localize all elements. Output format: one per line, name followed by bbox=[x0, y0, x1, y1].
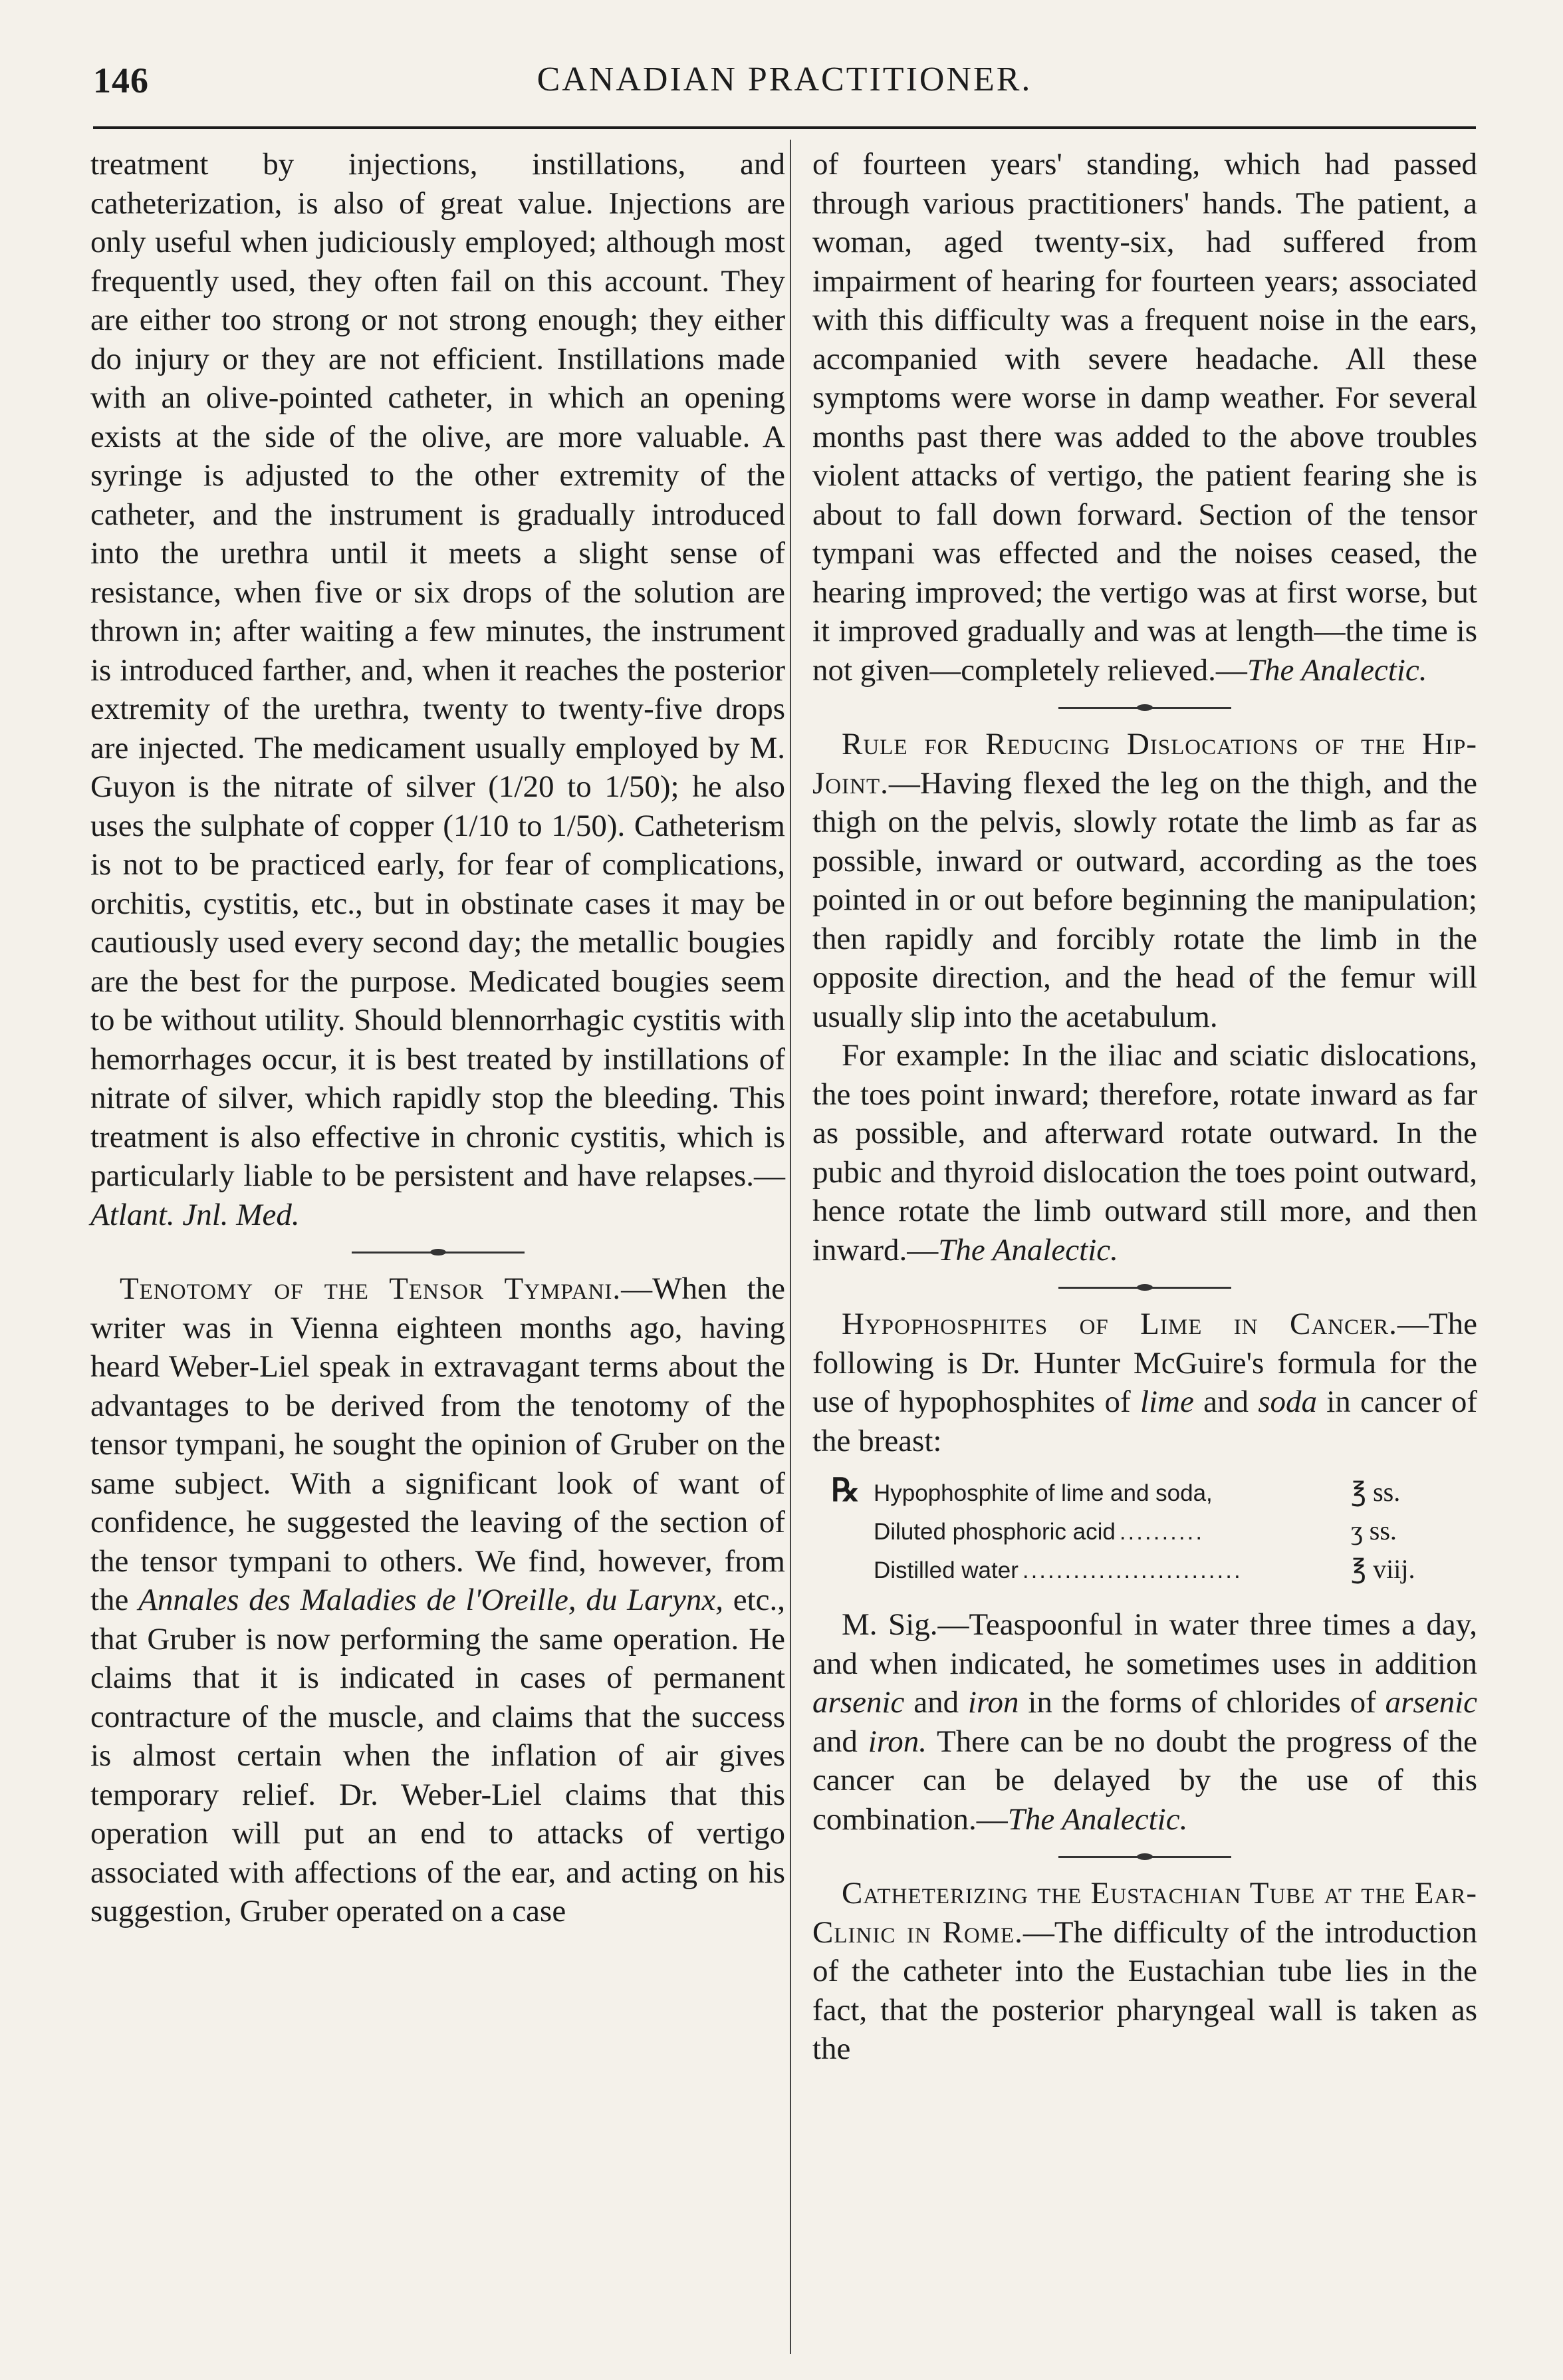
header-rule bbox=[93, 126, 1476, 129]
section-separator bbox=[1058, 1856, 1231, 1858]
section-separator bbox=[1058, 707, 1231, 709]
ingredient-quantity: ℥ ss. bbox=[1351, 1477, 1401, 1507]
journal-title: Annales des Maladies de l'Oreille, du Larynx, bbox=[138, 1583, 723, 1617]
article-hip-dislocation: Rule for Reducing Dislocations of the Hip-Joint.—Having flexed the leg on the thigh, and the thigh on the pelvis, slowly rotate the limb as far as possible, inward or outward, according as the toes pointed in or out before beginning the manipulation; then rapidly and forcibly rotate the limb in the opposite direction, and the head of the femur will usually slip into the acetabulum. bbox=[812, 727, 1477, 1034]
page-header bbox=[93, 60, 1476, 113]
leader-dots: .......... bbox=[1119, 1519, 1205, 1545]
running-head: CANADIAN PRACTITIONER. bbox=[537, 61, 1032, 98]
prescription-signature: M. Sig.—Teaspoonful in water three times a day, and when indicated, he sometimes uses in addition arsenic and iron in the forms of chlorides of arsenic and iron. There can be no doubt the progress of the cancer can be delayed by the use of this combination.—The Analectic. bbox=[812, 1607, 1477, 1837]
leader-dots: .......................... bbox=[1022, 1557, 1243, 1583]
source-citation: The Analectic. bbox=[1247, 652, 1427, 688]
article-heading: Hypophosphites of Lime in Cancer. bbox=[842, 1307, 1397, 1341]
ingredient-name: Diluted phosphoric acid bbox=[874, 1519, 1116, 1545]
article-tenotomy: Tenotomy of the Tensor Tympani.—When the writer was in Vienna eighteen months ago, having heard Weber-Liel speak in extravagant terms about the advantages to be derived from the tenotomy of the tensor tympani, he sought the opinion of Gruber on the same subject. With a significant look of want of confidence, he suggested the leaving of the section of the tensor tympani to others. We find, however, from the Annales des Maladies de l'Oreille, du Larynx, etc., that Gruber is now performing the same operation. He claims that it is indicated in cases of permanent contracture of the muscle, and claims that the success is almost certain when the inflation of air gives temporary relief. Dr. Weber-Liel claims that this operation will put an end to attacks of vertigo associated with affections of the ear, and acting on his suggestion, Gruber operated on a case bbox=[90, 1271, 786, 1928]
prescription-row bbox=[812, 1472, 1477, 1512]
section-separator bbox=[352, 1252, 525, 1254]
article-tenotomy-continued: of fourteen years' standing, which had passed through various practitioners' hands. The patient, a woman, aged twenty-six, had suffered from impairment of hearing for fourteen years; associated with this difficulty was a frequent noise in the ears, accompanied with severe headache. All these symptoms were worse in damp weather. For several months past there was added to the above troubles violent attacks of vertigo, the patient fearing she is about to fall down forward. Section of the tensor tympani was effected and the noises ceased, the hearing improved; the vertigo was at first worse, but it improved gradually and was at length—the time is not given—completely relieved.—The Analectic. bbox=[812, 147, 1477, 688]
source-citation: The Analectic. bbox=[1007, 1801, 1188, 1837]
right-column bbox=[812, 145, 1477, 2069]
prescription-row bbox=[812, 1512, 1477, 1551]
left-column bbox=[90, 145, 785, 1931]
column-divider bbox=[790, 140, 791, 2354]
article-eustachian: Catheterizing the Eustachian Tube at the Ear-Clinic in Rome.—The difficulty of the introduction of the catheter into the Eustachian tube lies in the fact, that the posterior pharyngeal wall is taken as the bbox=[812, 1876, 1477, 2066]
ingredient-name: Distilled water bbox=[874, 1557, 1019, 1583]
prescription-formula bbox=[812, 1472, 1477, 1589]
ingredient-name: Hypophosphite of lime and soda, bbox=[874, 1480, 1213, 1506]
prescription-row bbox=[812, 1551, 1477, 1589]
article-heading: Rule for Reducing Dislocations of the Hip-Joint. bbox=[812, 727, 1477, 801]
source-citation: Atlant. Jnl. Med. bbox=[90, 1197, 300, 1232]
article-urethral-treatment: treatment by injections, instillations, and catheterization, is also of great value. Injections are only useful when judiciously employed; although most frequently used, they often fail on this account. They are either too strong or not strong enough; they either do injury or they are not efficient. Instillations made with an olive-pointed catheter, in which an opening exists at the side of the olive, are more valuable. A syringe is adjusted to the other extremity of the catheter, and the instrument is gradually introduced into the urethra until it meets a slight sense of resistance, when five or six drops of the solution are thrown in; after waiting a few minutes, the instrument is introduced farther, and, when it reaches the posterior extremity of the urethra, twenty to twenty-five drops are injected. The medicament usually employed by M. Guyon is the nitrate of silver (1/20 to 1/50); he also uses the sulphate of copper (1/10 to 1/50). Catheterism is not to be practiced early, for fear of complications, orchitis, cystitis, etc., but in obstinate cases it may be cautiously used every second day; the metallic bougies are the best for the purpose. Medicated bougies seem to be without utility. Should blennorrhagic cystitis with hemorrhages occur, it is best treated by instillations of nitrate of silver, which rapidly stop the bleeding. This treatment is also effective in chronic cystitis, which is particularly liable to be persistent and have relapses.—Atlant. Jnl. Med. bbox=[90, 147, 785, 1232]
article-hip-dislocation-example: For example: In the iliac and sciatic dislocations, the toes point inward; therefore, rotate inward as far as possible, and afterward rotate outward. In the pubic and thyroid dislocation the toes point outward, hence rotate the limb outward still more, and then inward.—The Analectic. bbox=[812, 1038, 1477, 1267]
ingredient-quantity: ʒ ss. bbox=[1351, 1516, 1397, 1545]
article-hypophosphites: Hypophosphites of Lime in Cancer.—The following is Dr. Hunter McGuire's formula for the use of hypophosphites of lime and soda in cancer of the breast: bbox=[812, 1307, 1477, 1458]
source-citation: The Analectic. bbox=[938, 1232, 1118, 1267]
ingredient-quantity: ℥ viij. bbox=[1351, 1554, 1415, 1584]
article-heading: Tenotomy of the Tensor Tympani. bbox=[120, 1271, 622, 1306]
article-heading: Catheterizing the Eustachian Tube at the Ear-Clinic in Rome. bbox=[812, 1876, 1477, 1950]
section-separator bbox=[1058, 1287, 1231, 1289]
recipe-symbol: ℞ bbox=[831, 1473, 860, 1508]
page-number: 146 bbox=[93, 61, 149, 100]
